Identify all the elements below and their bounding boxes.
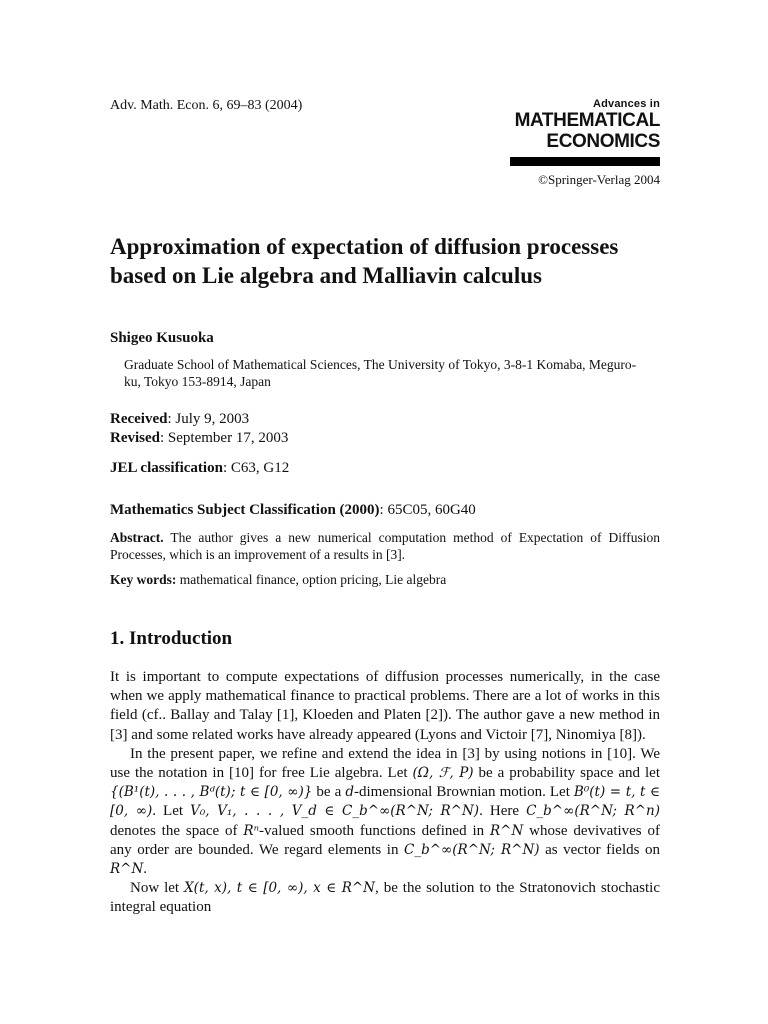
- abstract: Abstract. The author gives a new numerical computation method of Expectation of Diffusion Processes, which is an improvement of a results in [3].: [110, 530, 660, 562]
- paragraph-2: In the present paper, we refine and extend the idea in [3] by using notions in [10]. We use the notation in [10] for free Lie algebra. Let (Ω, ℱ, P) be a probability space and let {(B¹(t), . . . , Bᵈ(t); t ∈ [0, ∞)} be a d-dimensional Brownian motion. Let B⁰(t) = t, t ∈ [0, ∞). Let V₀, V₁, . . . , V_d ∈ C_b^∞(R^N; R^N). Here C_b^∞(R^N; R^n) denotes the space of Rⁿ-valued smooth functions defined in R^N whose devivatives of any order are bounded. We regard elements in C_b^∞(R^N; R^N) as vector fields on R^N.: [110, 745, 661, 878]
- msc-classification: Mathematics Subject Classification (2000): 65C05, 60G40: [110, 502, 476, 518]
- journal-logo-line1: MATHEMATICAL: [514, 110, 660, 131]
- journal-logo-small: Advances in: [592, 98, 660, 110]
- math-inline: B⁰(t) = t, t ∈ [0, ∞): [110, 784, 661, 820]
- journal-logo-line2: ECONOMICS: [546, 131, 660, 152]
- math-inline: (Ω, ℱ, P): [412, 765, 474, 782]
- revised-date: Revised: September 17, 2003: [110, 430, 289, 446]
- math-inline: {(B¹(t), . . . , Bᵈ(t); t ∈ [0, ∞)}: [110, 784, 313, 801]
- jel-classification: JEL classification: C63, G12: [110, 460, 290, 476]
- math-inline: C_b^∞(R^N; R^N): [403, 841, 540, 858]
- math-inline: R^N: [110, 861, 144, 878]
- dates-block: [110, 410, 288, 448]
- paragraph-1: It is important to compute expectations of diffusion processes numerically, in the case when we apply mathematical finance to practical problems. There are a lot of works in this field (cf.. Ballay and Talay [1], Kloeden and Platen [2]). The author gave a new method in [3] and some related works have already appeared (Lyons and Victoir [7], Ninomiya [8]).: [110, 669, 660, 743]
- keywords: Key words: mathematical finance, option pricing, Lie algebra: [110, 572, 447, 587]
- math-inline: Rⁿ: [243, 822, 260, 839]
- author-name: Shigeo Kusuoka: [110, 330, 214, 346]
- journal-logo: [510, 98, 660, 188]
- received-date: Received: July 9, 2003: [110, 411, 250, 427]
- paragraph-3: Now let X(t, x), t ∈ [0, ∞), x ∈ R^N, be the solution to the Stratonovich stochastic integral equation: [110, 880, 660, 916]
- copyright: ©Springer-Verlag 2004: [538, 172, 660, 187]
- math-inline: d: [345, 784, 355, 801]
- math-inline: V₀, V₁, . . . , V_d ∈ C_b^∞(R^N; R^N): [190, 803, 480, 820]
- journal-logo-bar: [510, 157, 660, 166]
- author-affiliation: Graduate School of Mathematical Sciences, The University of Tokyo, 3-8-1 Komaba, Meguro-ku, Tokyo 153-8914, Japan: [124, 357, 637, 389]
- math-inline: C_b^∞(R^N; R^n): [526, 803, 660, 820]
- math-inline: R^N: [489, 822, 524, 839]
- section-heading: 1. Introduction: [110, 628, 233, 649]
- paper-title: Approximation of expectation of diffusion processes based on Lie algebra and Malliavin calculus: [110, 234, 619, 288]
- body-text: [110, 668, 660, 918]
- journal-citation: Adv. Math. Econ. 6, 69–83 (2004): [110, 98, 303, 113]
- math-inline: X(t, x), t ∈ [0, ∞), x ∈ R^N: [184, 880, 375, 897]
